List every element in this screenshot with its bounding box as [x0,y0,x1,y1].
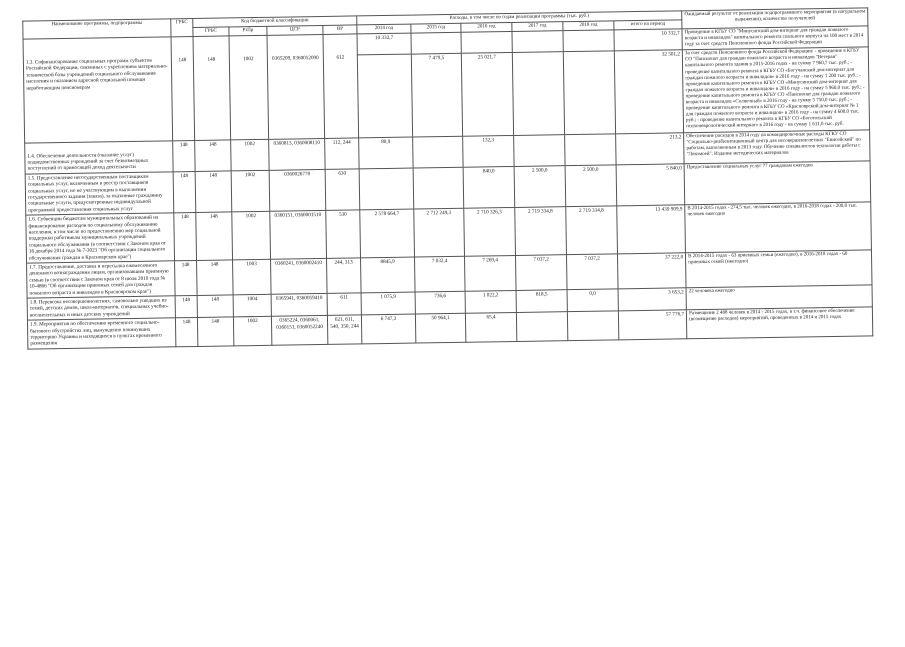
value-total: 13 439 909,9 [617,205,686,254]
header-rzpr: РзПр [229,26,267,36]
value-2017 [516,312,567,341]
rzpr-cell: 1003 [233,259,272,295]
rzpr-cell: 1002 [231,170,270,212]
csr-cell: 0360241, 0360002410 [271,258,328,294]
grbs2-cell: 148 [196,212,233,260]
value-total: 57 776,7 [618,310,687,340]
vr-cell: 611 [327,293,361,316]
header-grbs: ГРБС [171,19,193,37]
value-2015: 50 964,1 [415,314,465,343]
value-2018: 2 500,0 [565,165,617,207]
program-name: 1.4. Обеспечение деятельности (оказание услуг) подведомственных учреждений за счет безвозмездных поступлений от приносящей доход деятельности [25,140,173,174]
csr-cell: 0360026770 [269,169,326,211]
expected-result: 22 человека ежегодно [686,285,872,310]
grbs-cell: 148 [171,37,195,141]
value-2014: 1 075,9 [361,292,415,315]
grbs2-cell: 148 [197,260,234,296]
value-2014: 10 332,7 [357,33,411,55]
value-2016: 840,0 [463,166,515,208]
grbs2-cell: 148 [197,317,233,346]
value-total: 10 332,7 [614,29,682,51]
grbs-cell: 148 [173,140,195,172]
rzpr-cell: 1002 [232,211,271,259]
value-2016: 132,3 [463,135,514,167]
grbs-cell: 148 [173,171,196,213]
header-2017: 2017 год [512,22,563,32]
csr-cell: 0360813, 0360008110 [269,138,325,170]
value-2014 [357,54,412,137]
value-2018: 7 037,2 [567,254,619,290]
value-2017: 2 500,0 [514,165,566,207]
header-result: Ожидаемый результат от реализации подпрограммного мероприятия (в натуральном выражении), количество получателей [682,8,868,29]
value-2017 [512,31,563,53]
expected-result: Проведение в КГБУ СО "Минусинский дом-интернат для граждан пожилого возраста и инвалидов" капитального ремонта спального корпуса на 100 мест в 2014 году за счет средств Пенсионного фонда Российской Федерации [682,26,868,50]
header-2014: 2014 год [357,24,411,34]
table-body [23,26,873,349]
vr-cell: 612 [323,34,359,138]
grbs-cell: 148 [175,318,197,347]
header-grbs2: ГРБС [193,27,229,37]
value-total: 3 653,2 [618,288,686,311]
value-2014: 6 747,3 [361,314,415,343]
program-name: 1.8. Перевозка несовершеннолетних, самовольно ушедших из семей, детских домов, школ-интернатов, специальных учебно-воспитательных и иных детских учреждений [27,296,175,321]
value-2015 [413,167,464,209]
csr-cell: 0365941, 0360059410 [271,293,327,316]
value-total: 5 840,0 [616,164,685,207]
value-total: 37 222,0 [618,253,687,289]
header-expenses-group: Расходы, в том числе по годам реализации программы (тыс. руб.) [357,11,682,25]
header-total: итого на период [614,20,682,30]
value-2015 [411,32,461,54]
csr-cell: 0365224, 0360061, 0360151, 0360052240 [271,316,327,346]
grbs2-cell: 148 [195,139,231,171]
expected-result: Размещение 2 488 человек в 2014 - 2015 годах, в т.ч. финансовое обеспечение (возмещение расходов) мероприятий, проведенных в 2014 и 2015 годах [686,307,872,339]
value-2018 [567,311,618,340]
expected-result: За счет средств Пенсионного фонда Российской Федерации: - проведение в КГБУ СО "Пансионат для граждан пожилого возраста и инвалидов "Ветеран" капитального ремонта здания в 2015-2016 годах - на сумму 7 960,7 тыс. руб.; - проведение капитального ремонта в КГБУ СО «Богучанский дом-интернат для граждан пожилого возраста и инвалидов» в 2016 году - на сумму 1 200 тыс. руб.; - проведение капитального ремонта в КГБУ СО «Минусинский дом-интернат для граждан пожилого возраста и инвалидов» в 2016 году - на сумму 5 960,0 тыс. руб.; - проведение капитального ремонта в КГБУ СО «Пансионат для граждан пожилого возраста и инвалидов «Солнечный» в 2016 году - на сумму 5 750,0 тыс. руб.; - проведение капитального ремонта в КГБУ СО «Красноярский дом-интернат № 1 для граждан пожилого возраста и инвалидов» в 2016 году - на сумму 4 600,0 тыс. руб.; - проведение капитального ремонта в КГБУ СО «Боготольский психоневрологический интернат» в 2016 году - на сумму 1 611,0 тыс. руб. [682,47,869,132]
value-total: 213,2 [616,132,685,164]
csr-cell: 0365209, 0360052090 [267,34,325,138]
grbs-cell: 148 [175,260,198,295]
value-2015: 7 032,4 [415,256,466,292]
grbs-cell: 148 [174,213,197,261]
value-2018 [563,30,614,52]
program-name: 1.3. Софинансирование социальных программ субъектов Российской Федерации, связанных с укреплением материально-технической базы учреждений социального обслуживания населения и оказанием адресной социальной помощи неработающим пенсионерам [23,37,173,143]
program-name: 1.7. Предоставление, доставка и пересылка ежемесячного денежного вознаграждения лицам, организовавшим приемную семью (в соответствии с Законом края от 8 июля 2010 года № 10-4866 "Об организации приемных семей для граждан пожилого возраста и инвалидов в Красноярском крае") [27,261,176,298]
value-2018 [565,133,616,165]
vr-cell: 621, 611, 540, 350, 244 [327,315,361,344]
value-2018 [563,51,615,134]
value-2015: 7 479,5 [411,54,462,137]
program-name: 1.5. Предоставление негосударственным поставщикам социальных услуг, включенным в реестр поставщиков социальных услуг, но не участвующим в выполнении государственного задания (заказа), за оказанные гражданину социальные услуги, предусмотренные индивидуальной программой предоставления социальных услуг [25,172,174,216]
grbs-cell: 148 [175,296,197,319]
value-2017: 818,5 [516,290,567,313]
value-2015: 736,6 [415,291,465,314]
header-csr: ЦСР [267,25,323,35]
rzpr-cell: 1002 [231,139,269,171]
value-2016: 65,4 [465,313,516,342]
value-2017 [512,52,564,135]
value-total: 32 501,2 [614,50,683,133]
grbs2-cell: 148 [195,171,232,213]
expected-result: Обеспечение расходов в 2014 году на командировочные расходы КГКУ СО "Социально-реабилитационный центр для несовершеннолетних "Енисейский" по работам, выполненным в 2013 году. Обучение специалистов технологии работы с "Локомоей". Издание методических материалов [684,129,870,163]
program-name: 1.9. Мероприятия по обеспечению временного социально-бытового обустройства лиц, вынужденно покинувших территорию Украины и находящихся в пунктах временного размещения [27,318,175,349]
header-2015: 2015 год [411,23,461,33]
value-2014: 2 578 664,7 [360,209,415,258]
value-2018: 2 719 334,8 [566,206,618,255]
value-2017 [514,134,565,166]
expected-result: В 2014-2015 годах - 63 приемных семьи (ежегодно), в 2016-2018 годах - 60 приемных семей (ежегодно) [686,250,873,288]
expected-result: Предоставление социальных услуг 77 гражданам ежегодно [684,161,871,205]
value-2017: 7 037,2 [516,255,568,291]
value-2018: 0,0 [567,289,618,312]
rzpr-cell: 1002 [233,317,271,346]
rzpr-cell: 1004 [233,294,271,317]
value-2016: 7 269,4 [465,255,517,291]
vr-cell: 244, 313 [327,258,362,294]
rzpr-cell: 1002 [229,35,269,139]
header-code-group: Код бюджетной классификации [193,16,357,28]
value-2015: 2 712 249,3 [414,208,465,257]
value-2014: 80,9 [359,137,413,169]
value-2014: 8845,9 [361,257,416,293]
grbs2-cell: 148 [197,295,233,318]
value-2016: 2 710 326,3 [464,208,516,257]
grbs2-cell: 148 [193,36,231,140]
header-program: Наименование программы, подпрограммы [23,19,171,39]
value-2015 [413,136,463,168]
value-2016 [461,31,512,53]
value-2016: 1 022,2 [465,290,516,313]
value-2017: 2 719 334,8 [515,207,567,256]
expected-result: В 2014-2015 годах - 274,5 тыс. человек ежегодно, в 2016-2018 годах - 200,0 тыс. человек ежегодно [685,202,872,253]
header-2016: 2016 год [461,22,512,32]
header-vr: ВР [323,25,357,35]
vr-cell: 112, 244 [325,137,360,169]
csr-cell: 0360151, 0360001510 [270,211,327,260]
vr-cell: 530 [326,210,361,258]
value-2016: 25 021,7 [461,53,513,136]
program-name: 1.6. Субвенции бюджетам муниципальных образований на финансирование расходов по социальному обслуживанию населения, в том числе по предоставлению мер социальной поддержки работникам муниципальных учреждений социального обслуживания (в соответствии с Законом края от 16 декабря 2014 года № 7-3023 "Об организации социального обслуживания граждан в Красноярском крае") [26,213,175,263]
value-2014 [359,168,414,210]
program-budget-table [22,7,873,349]
vr-cell: 630 [325,169,360,211]
header-2018: 2018 год [563,21,614,31]
